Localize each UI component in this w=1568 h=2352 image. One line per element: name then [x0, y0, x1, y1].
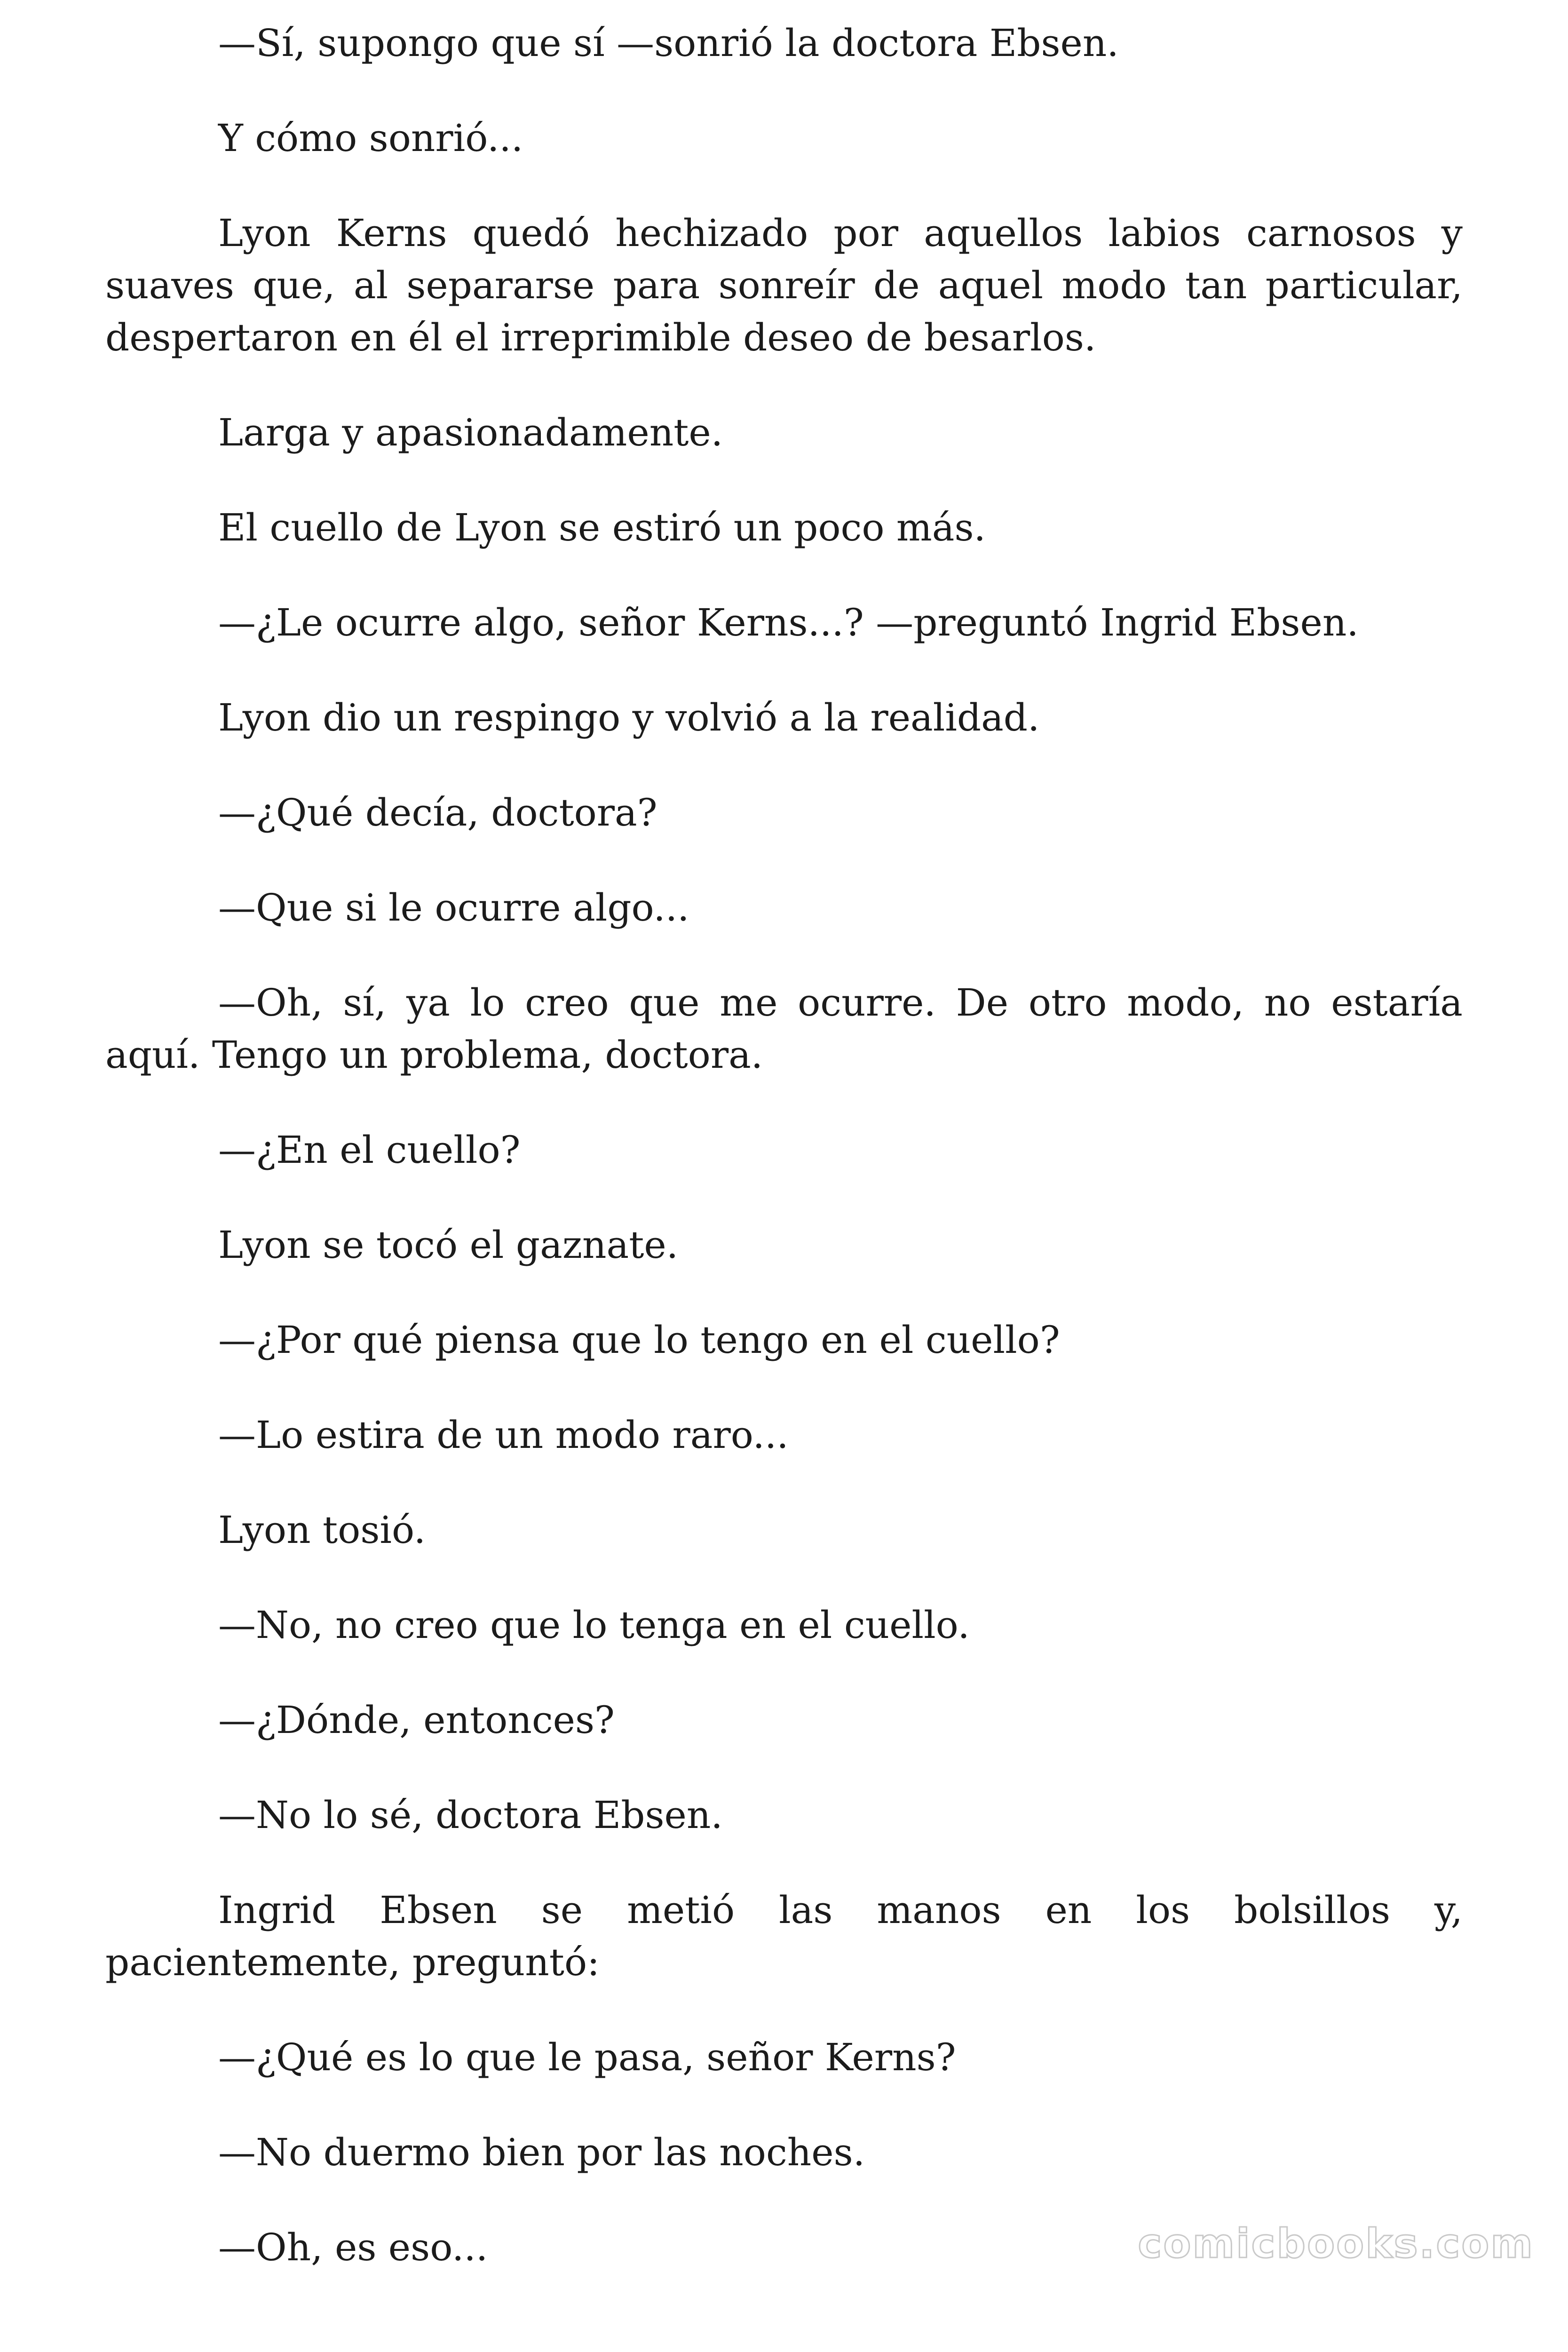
paragraph: —Lo estira de un modo raro...	[218, 1413, 789, 1457]
paragraph: —No lo sé, doctora Ebsen.	[218, 1793, 723, 1837]
paragraph: Lyon Kerns quedó hechizado por aquellos labios carnosos y suaves que, al separarse para sonreír de aquel modo tan particular, despertaron en él el irreprimible deseo de besarlos.	[105, 211, 1463, 359]
paragraph: Y cómo sonrió...	[218, 116, 523, 160]
page-text	[105, 17, 1463, 2273]
paragraph: Lyon tosió.	[218, 1508, 426, 1552]
paragraph: Ingrid Ebsen se metió las manos en los bolsillos y, pacientemente, preguntó:	[105, 1888, 1463, 1984]
paragraph: —Sí, supongo que sí —sonrió la doctora Ebsen.	[218, 21, 1119, 65]
paragraph: —Oh, sí, ya lo creo que me ocurre. De otro modo, no estaría aquí. Tengo un problema, doctora.	[105, 981, 1463, 1077]
paragraph: —¿Le ocurre algo, señor Kerns...? —preguntó Ingrid Ebsen.	[218, 601, 1359, 644]
paragraph: —¿En el cuello?	[218, 1128, 521, 1172]
paragraph: —No duermo bien por las noches.	[218, 2130, 865, 2174]
paragraph: Lyon se tocó el gaznate.	[218, 1223, 679, 1267]
paragraph: —Que si le ocurre algo...	[218, 886, 689, 930]
paragraph: El cuello de Lyon se estiró un poco más.	[218, 506, 986, 549]
paragraph: Larga y apasionadamente.	[218, 411, 723, 454]
paragraph: —¿Por qué piensa que lo tengo en el cuello?	[218, 1318, 1060, 1362]
paragraph: —¿Qué es lo que le pasa, señor Kerns?	[218, 2035, 956, 2079]
watermark: comicbooks.com	[1138, 2220, 1534, 2267]
paragraph: —¿Dónde, entonces?	[218, 1698, 615, 1742]
paragraph: —¿Qué decía, doctora?	[218, 791, 657, 834]
paragraph: Lyon dio un respingo y volvió a la realidad.	[218, 696, 1040, 739]
paragraph: —No, no creo que lo tenga en el cuello.	[218, 1603, 970, 1647]
paragraph: —Oh, es eso...	[218, 2225, 488, 2269]
